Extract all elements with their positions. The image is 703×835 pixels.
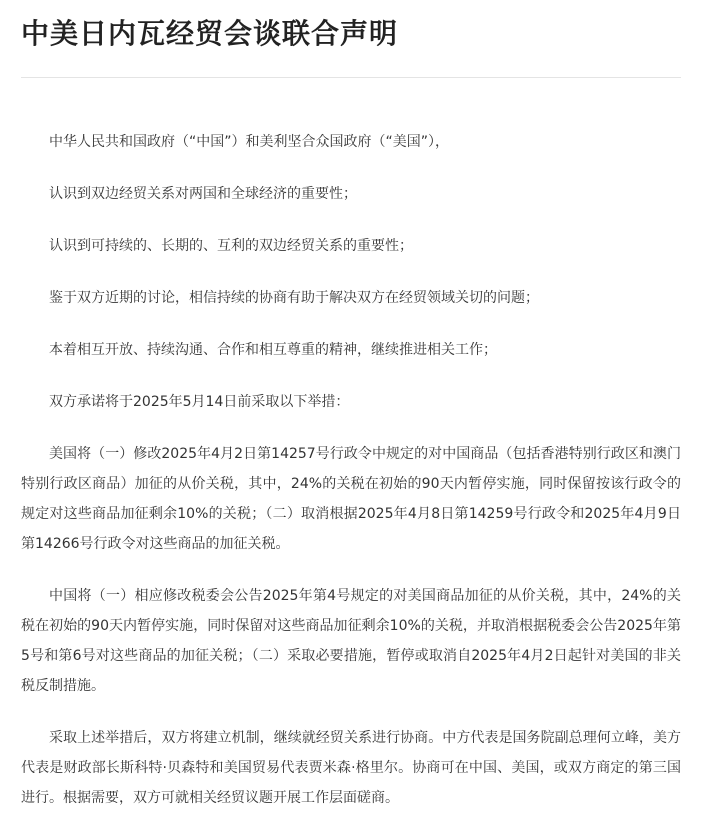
paragraph-recognize-sustainable: 认识到可持续的、长期的、互利的双边经贸关系的重要性； [49, 238, 413, 254]
paragraph-parties: 中华人民共和国政府（“中国”）和美利坚合众国政府（“美国”）， [49, 134, 450, 150]
paragraph-spirit: 本着相互开放、持续沟通、合作和相互尊重的精神，继续推进相关工作； [49, 342, 497, 358]
paragraph-china-measures: 中国将（一）相应修改税委会公告2025年第4号规定的对美国商品加征的从价关税，其中，24%的关税在初始的90天内暂停实施，同时保留对这些商品加征剩余10%的关税，并取消根据税委会公告2025年第5号和第6号对这些商品的加征关税；（二）采取必要措施，暂停或取消自2025年4月2日起针对美国的非关税反制措施。 [21, 588, 681, 694]
page-title: 中美日内瓦经贸会谈联合声明 [21, 17, 399, 50]
paragraph-recognize-importance: 认识到双边经贸关系对两国和全球经济的重要性； [49, 186, 357, 202]
paragraph-commitment: 双方承诺将于2025年5月14日前采取以下举措： [49, 394, 350, 410]
paragraph-recent-discussions: 鉴于双方近期的讨论，相信持续的协商有助于解决双方在经贸领域关切的问题； [49, 290, 539, 306]
paragraph-us-measures: 美国将（一）修改2025年4月2日第14257号行政令中规定的对中国商品（包括香港特别行政区和澳门特别行政区商品）加征的从价关税，其中，24%的关税在初始的90天内暂停实施，同时保留按该行政令的规定对这些商品加征剩余10%的关税；（二）取消根据2025年4月8日第14259号行政令和2025年4月9日第14266号行政令对这些商品的加征关税。 [21, 446, 681, 552]
paragraph-consultation-mechanism: 采取上述举措后，双方将建立机制，继续就经贸关系进行协商。中方代表是国务院副总理何立峰，美方代表是财政部长斯科特·贝森特和美国贸易代表贾米森·格里尔。协商可在中国、美国，或双方商定的第三国进行。根据需要，双方可就相关经贸议题开展工作层面磋商。 [21, 730, 681, 806]
title-divider [21, 77, 681, 78]
article-body [21, 127, 681, 835]
